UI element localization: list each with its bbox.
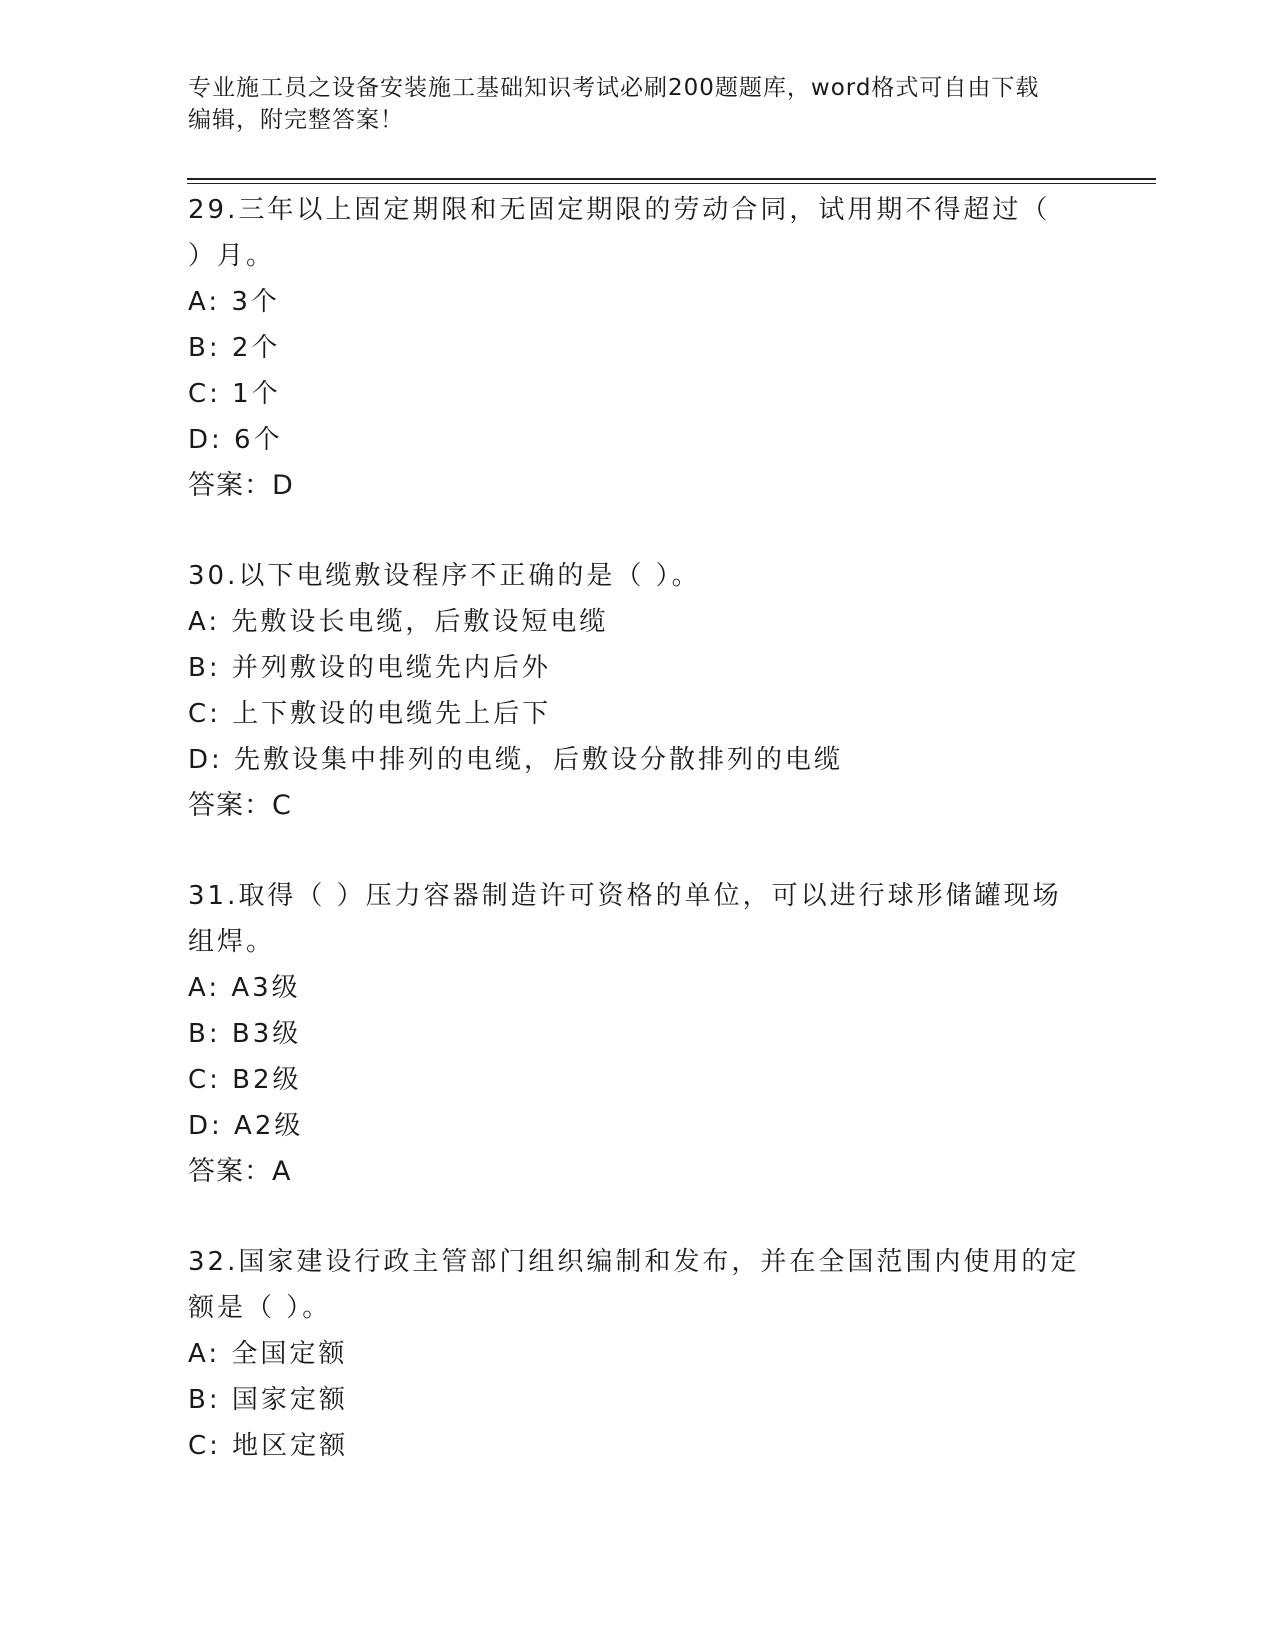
option-b: B: 并列敷设的电缆先内后外	[188, 653, 551, 683]
option-c: C: 地区定额	[188, 1431, 349, 1461]
option-b: B: B3级	[188, 1019, 302, 1049]
document-header	[188, 72, 1068, 136]
option-d: D: A2级	[188, 1111, 304, 1141]
question-stem: 31.取得（ ）压力容器制造许可资格的单位，可以进行球形储罐现场	[188, 881, 1062, 911]
option-c: C: 1个	[188, 379, 281, 409]
question-30	[188, 553, 1088, 829]
question-31	[188, 873, 1088, 1195]
option-d: D: 6个	[188, 425, 283, 455]
option-b: B: 国家定额	[188, 1385, 348, 1415]
header-title-line-2: 编辑，附完整答案！	[188, 107, 404, 133]
question-list	[188, 187, 1088, 1513]
question-stem: 32.国家建设行政主管部门组织编制和发布，并在全国范围内使用的定	[188, 1247, 1080, 1277]
option-a: A: 先敷设长电缆，后敷设短电缆	[188, 607, 609, 637]
header-title-line-1: 专业施工员之设备安装施工基础知识考试必刷200题题库，word格式可自由下载	[188, 75, 1040, 101]
question-29	[188, 187, 1088, 509]
question-32	[188, 1239, 1088, 1469]
option-d: D: 先敷设集中排列的电缆，后敷设分散排列的电缆	[188, 745, 844, 775]
answer-key: 答案：C	[188, 790, 292, 821]
question-stem-continued: 组焊。	[188, 927, 276, 957]
option-a: A: 全国定额	[188, 1339, 348, 1369]
option-a: A: 3个	[188, 287, 280, 317]
question-stem: 30.以下电缆敷设程序不正确的是（ ）。	[188, 561, 701, 591]
header-divider-thin	[187, 183, 1156, 184]
question-stem-continued: ）月。	[188, 241, 276, 271]
option-a: A: A3级	[188, 973, 301, 1003]
header-divider-thick	[187, 178, 1156, 180]
option-c: C: B2级	[188, 1065, 302, 1095]
option-c: C: 上下敷设的电缆先上后下	[188, 699, 552, 729]
question-stem: 29.三年以上固定期限和无固定期限的劳动合同，试用期不得超过（	[188, 195, 1051, 225]
answer-key: 答案：A	[188, 1156, 292, 1187]
question-stem-continued: 额是（ ）。	[188, 1293, 332, 1323]
option-b: B: 2个	[188, 333, 281, 363]
answer-key: 答案：D	[188, 470, 294, 501]
